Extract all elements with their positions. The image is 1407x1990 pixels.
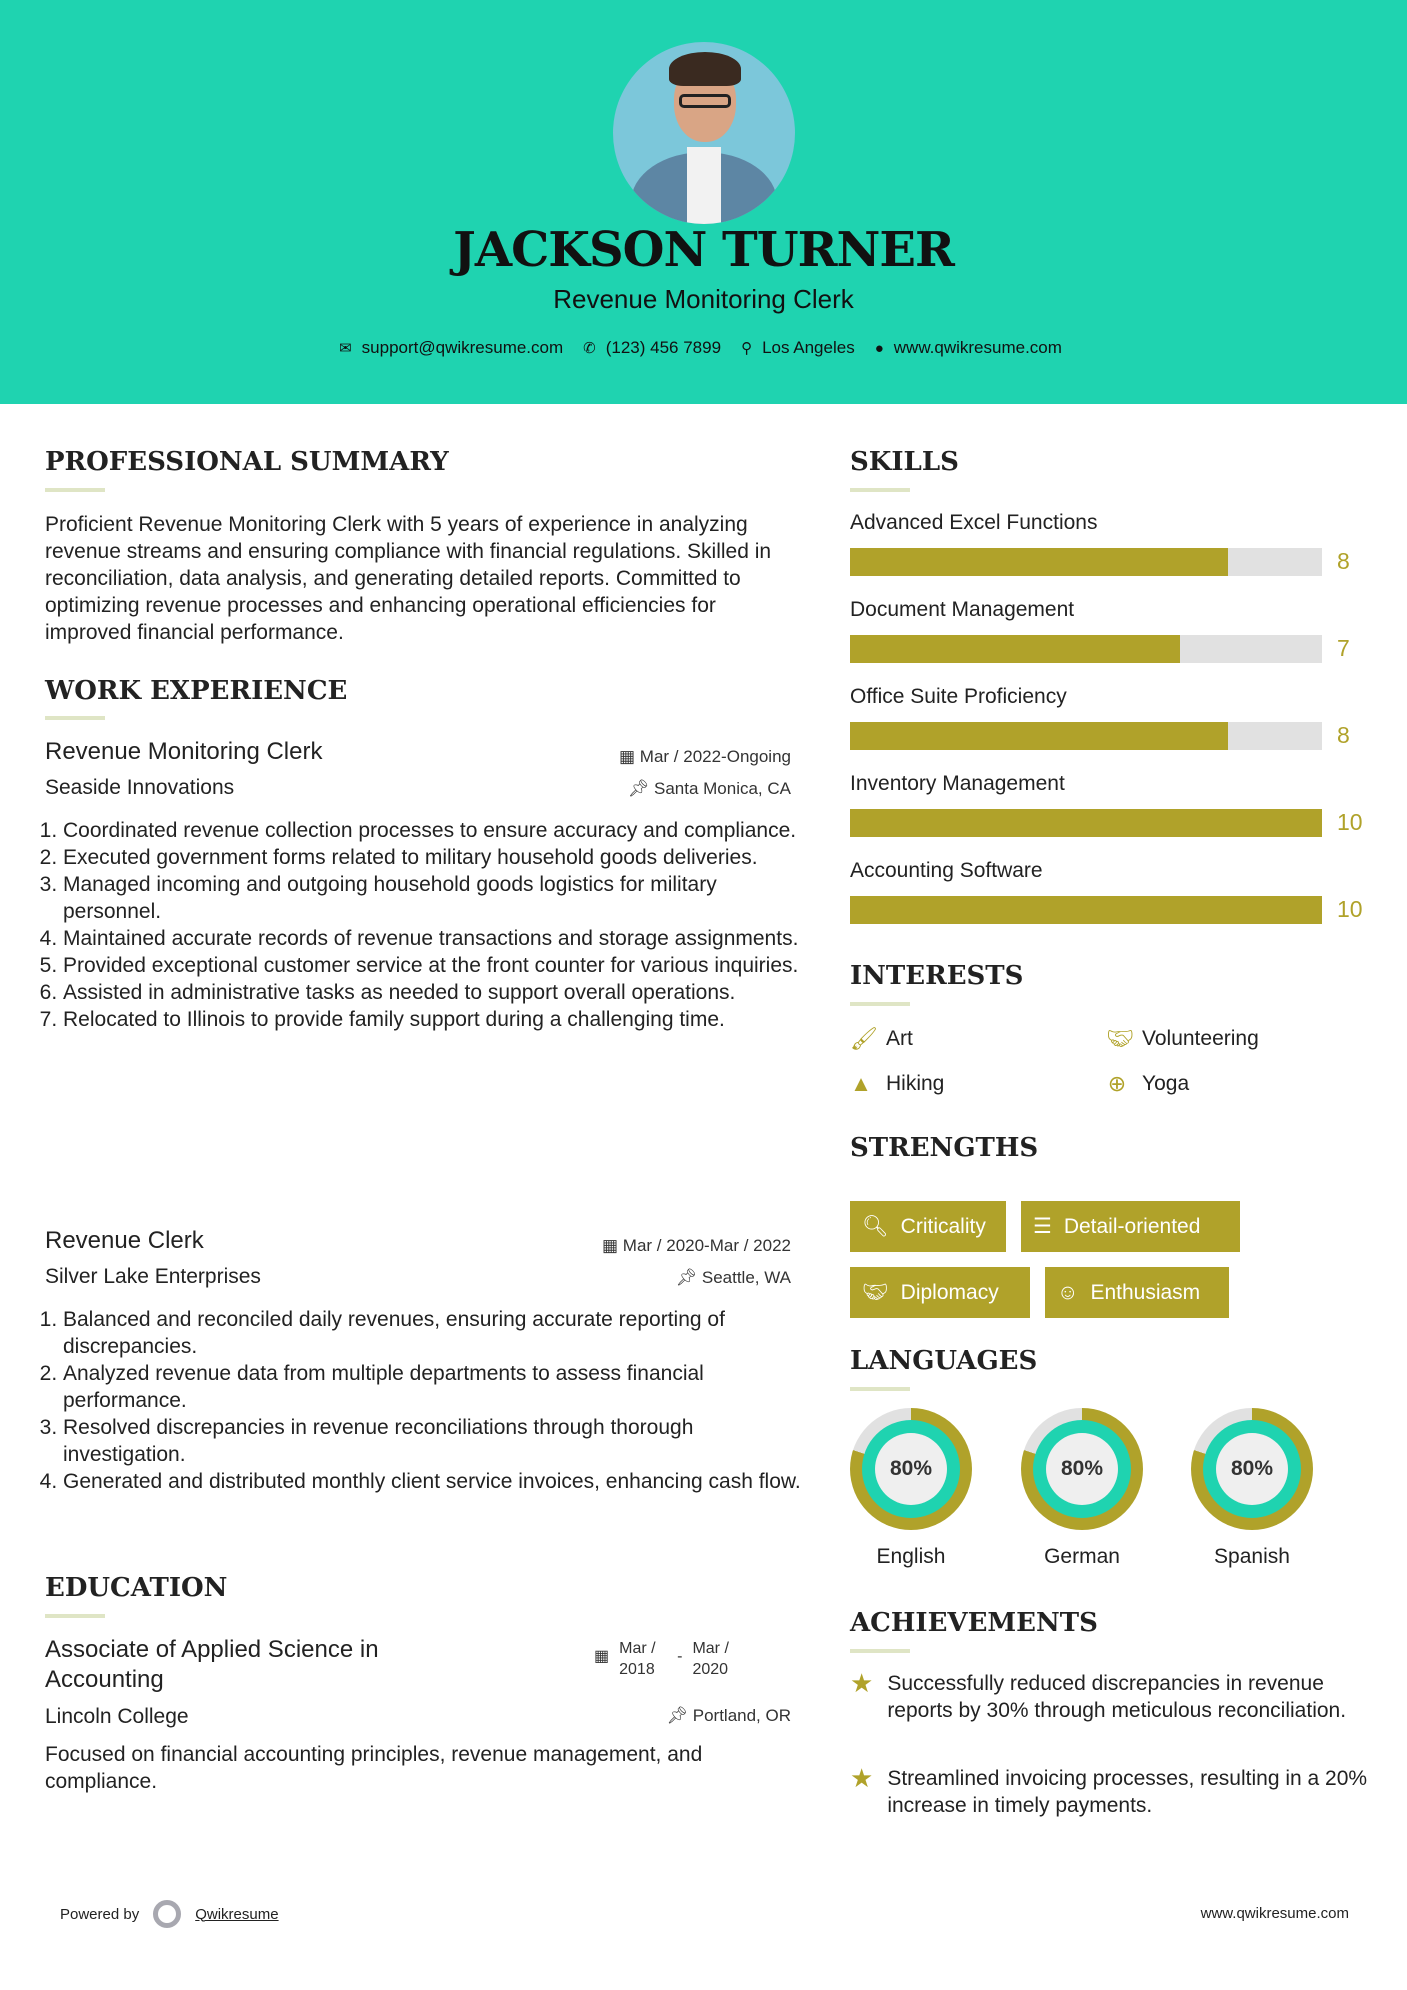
- profile-photo: [613, 42, 795, 224]
- powered-by: [60, 1900, 279, 1928]
- list-item: 5. Provided exceptional customer service at the front counter for various inquiries.: [63, 952, 805, 979]
- interests-heading: INTERESTS: [850, 961, 1024, 991]
- globe-icon: ●: [874, 340, 884, 357]
- skill-bar-fill: [850, 896, 1322, 924]
- list-item: 3. Resolved discrepancies in revenue reconciliations through thorough investigation.: [63, 1414, 805, 1468]
- qwikresume-link[interactable]: Qwikresume: [195, 1905, 279, 1923]
- skill-value: 10: [1337, 809, 1363, 835]
- phone-icon: ✆: [583, 340, 596, 357]
- strength-chip: 🤝︎ Diplomacy: [850, 1267, 1030, 1318]
- language-donut: 80%: [1021, 1408, 1143, 1530]
- skill-label: Inventory Management: [850, 772, 1065, 795]
- calendar-icon: ▦: [602, 1236, 623, 1255]
- job-dates: ▦ Mar / 2022-Ongoing: [619, 747, 791, 766]
- location: Los Angeles: [762, 338, 855, 357]
- list-item: 7. Relocated to Illinois to provide family support during a challenging time.: [63, 1006, 805, 1033]
- languages-heading: LANGUAGES: [850, 1346, 1038, 1376]
- skill-bar: [850, 896, 1322, 924]
- heading-underline: [850, 1387, 910, 1391]
- achievement-item: ★ Streamlined invoicing processes, resulting in a 20% increase in timely payments.: [850, 1763, 1368, 1817]
- achievements-heading: ACHIEVEMENTS: [850, 1608, 1098, 1638]
- language-name: German: [1044, 1545, 1120, 1568]
- education-heading: EDUCATION: [45, 1573, 228, 1603]
- company-name: Seaside Innovations: [45, 776, 235, 799]
- strength-chip: 🔍︎ Criticality: [850, 1201, 1006, 1252]
- heading-underline: [850, 488, 910, 492]
- contact-bar: [0, 338, 1407, 358]
- skill-bar-fill: [850, 548, 1228, 576]
- skill-bar-fill: [850, 722, 1228, 750]
- handshake-icon: 🤝︎: [1106, 1026, 1134, 1051]
- list-item: 4. Generated and distributed monthly client service invoices, enhancing cash flow.: [63, 1468, 805, 1495]
- education-location: 📌︎ Portland, OR: [666, 1706, 791, 1725]
- smile-icon: ☺: [1057, 1280, 1079, 1304]
- job-location: 📌︎ Seattle, WA: [675, 1268, 791, 1287]
- heading-underline: [850, 1002, 910, 1006]
- search-icon: 🔍︎: [862, 1214, 889, 1238]
- list-item: 4. Maintained accurate records of revenue transactions and storage assignments.: [63, 925, 805, 952]
- skill-label: Office Suite Proficiency: [850, 685, 1067, 708]
- list-item: 3. Managed incoming and outgoing household goods logistics for military personnel.: [63, 871, 805, 925]
- list-icon: ☰: [1033, 1215, 1052, 1238]
- summary-heading: PROFESSIONAL SUMMARY: [45, 447, 449, 477]
- skill-bar: [850, 548, 1322, 576]
- skill-bar: [850, 635, 1322, 663]
- header: [0, 0, 1407, 404]
- strength-chip: ☰ Detail-oriented: [1021, 1201, 1240, 1252]
- heading-underline: [45, 716, 105, 720]
- paintbrush-icon: 🖌︎: [850, 1026, 878, 1051]
- heading-underline: [45, 1614, 105, 1618]
- job-title: Revenue Monitoring Clerk: [45, 738, 323, 765]
- website[interactable]: www.qwikresume.com: [893, 338, 1062, 357]
- job-bullets: [45, 817, 805, 1033]
- job-location: 📌︎ Santa Monica, CA: [627, 779, 791, 798]
- skill-bar-fill: [850, 809, 1322, 837]
- email[interactable]: support@qwikresume.com: [361, 338, 564, 357]
- interest-yoga: ⊕ Yoga: [1107, 1071, 1190, 1096]
- company-name: Silver Lake Enterprises: [45, 1265, 261, 1288]
- summary-text: Proficient Revenue Monitoring Clerk with 5 years of experience in analyzing revenue streams and ensuring compliance with financial regulations. Skilled in reconciliation, data analysis, and generating detailed reports. Committed to optimizing revenue processes and enhancing operational efficiencies for improved financial performance.: [45, 513, 772, 644]
- language-name: Spanish: [1214, 1545, 1290, 1568]
- heading-underline: [45, 488, 105, 492]
- skill-value: 8: [1337, 548, 1350, 574]
- skill-bar: [850, 722, 1322, 750]
- list-item: 1. Coordinated revenue collection processes to ensure accuracy and compliance.: [63, 817, 805, 844]
- education-description: Focused on financial accounting principles, revenue management, and compliance.: [45, 1743, 703, 1793]
- tree-icon: ▲: [850, 1071, 872, 1096]
- job-dates: ▦ Mar / 2020-Mar / 2022: [602, 1236, 791, 1255]
- envelope-icon: ✉: [339, 340, 352, 357]
- work-heading: WORK EXPERIENCE: [45, 676, 348, 706]
- interest-hiking: ▲ Hiking: [850, 1071, 945, 1096]
- education-dates: ▦ Mar / 2018 - Mar / 2020: [594, 1640, 729, 1678]
- school-name: Lincoln College: [45, 1705, 189, 1728]
- pin-icon: 📌︎: [627, 779, 654, 798]
- strengths-heading: STRENGTHS: [850, 1133, 1039, 1163]
- skills-heading: SKILLS: [850, 447, 959, 477]
- skill-label: Advanced Excel Functions: [850, 511, 1098, 534]
- map-marker-icon: ⚲: [741, 340, 753, 357]
- qwikresume-logo: [153, 1900, 181, 1928]
- list-item: 2. Analyzed revenue data from multiple departments to assess financial performance.: [63, 1360, 805, 1414]
- job-title: Revenue Clerk: [45, 1227, 204, 1254]
- candidate-name: JACKSON TURNER: [453, 222, 954, 278]
- strength-chip: ☺ Enthusiasm: [1045, 1267, 1229, 1318]
- skill-label: Document Management: [850, 598, 1075, 621]
- list-item: 2. Executed government forms related to military household goods deliveries.: [63, 844, 805, 871]
- skill-value: 7: [1337, 635, 1350, 661]
- phone: (123) 456 7899: [605, 338, 722, 357]
- interest-volunteering: 🤝︎ Volunteering: [1106, 1026, 1259, 1051]
- skill-label: Accounting Software: [850, 859, 1043, 882]
- heading-underline: [850, 1649, 910, 1653]
- handshake-icon: 🤝︎: [862, 1280, 889, 1304]
- lifebuoy-icon: ⊕: [1107, 1071, 1127, 1096]
- star-icon: ★: [850, 1668, 874, 1698]
- language-donut: 80%: [850, 1408, 972, 1530]
- achievement-item: ★ Successfully reduced discrepancies in revenue reports by 30% through meticulous reconciliation.: [850, 1668, 1347, 1722]
- pin-icon: 📌︎: [666, 1706, 693, 1725]
- pin-icon: 📌︎: [675, 1268, 702, 1287]
- language-donut: 80%: [1191, 1408, 1313, 1530]
- footer-website[interactable]: www.qwikresume.com: [1200, 1905, 1349, 1922]
- job-bullets: [45, 1306, 805, 1495]
- interest-art: 🖌︎ Art: [850, 1026, 913, 1051]
- skill-value: 8: [1337, 722, 1350, 748]
- skill-bar-fill: [850, 635, 1180, 663]
- skill-bar: [850, 809, 1322, 837]
- calendar-icon: ▦: [619, 747, 640, 766]
- list-item: 6. Assisted in administrative tasks as needed to support overall operations.: [63, 979, 805, 1006]
- star-icon: ★: [850, 1763, 874, 1793]
- language-name: English: [876, 1545, 946, 1568]
- powered-by-label: Powered by: [60, 1905, 140, 1923]
- candidate-title: Revenue Monitoring Clerk: [553, 284, 854, 314]
- degree: Associate of Applied Science in Accounting: [45, 1636, 379, 1693]
- skill-value: 10: [1337, 896, 1363, 922]
- list-item: 1. Balanced and reconciled daily revenues, ensuring accurate reporting of discrepancies.: [63, 1306, 805, 1360]
- calendar-icon: ▦: [594, 1648, 610, 1665]
